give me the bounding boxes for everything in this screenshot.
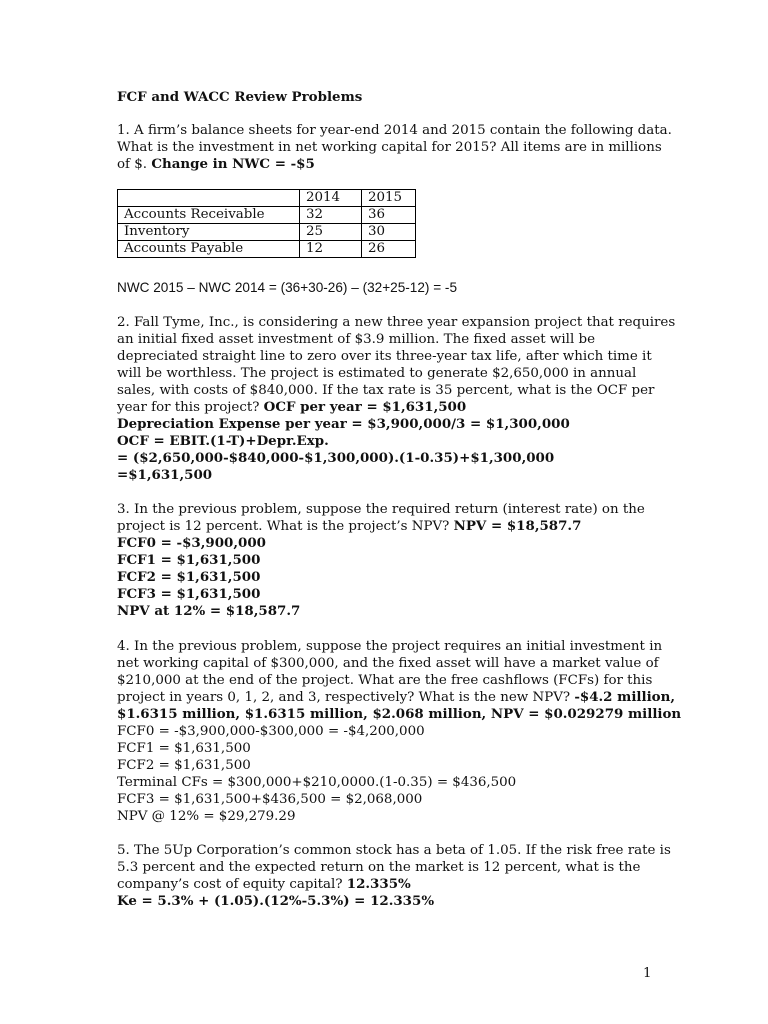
problem-3-npv: NPV at 12% = $18,587.7 [117, 603, 301, 619]
problem-3-fcf0: FCF0 = -$3,900,000 [117, 535, 266, 551]
problem-2-depreciation: Depreciation Expense per year = $3,900,000/3 = $1,300,000 [117, 416, 570, 432]
table-cell: Accounts Receivable [118, 207, 300, 224]
problem-2-text: year for this project? [117, 400, 264, 415]
table-cell: 32 [300, 207, 362, 224]
problem-4-line-3: $210,000 at the end of the project. What are the free cashflows (FCFs) for this [117, 673, 653, 688]
problem-1-text: of $. [117, 157, 152, 172]
problem-4-line-2: net working capital of $300,000, and the fixed asset will have a market value of [117, 656, 659, 671]
table-header-cell: 2015 [362, 190, 416, 207]
problem-2-ocf-formula: OCF = EBIT.(1-T)+Depr.Exp. [117, 433, 329, 449]
problem-1-line-2: What is the investment in net working capital for 2015? All items are in millions [117, 140, 662, 155]
problem-4-answer: -$4.2 million, [574, 689, 676, 705]
problem-2-line-3: depreciated straight line to zero over its three-year tax life, after which time it [117, 349, 652, 364]
problem-1-line-1: 1. A firm’s balance sheets for year-end 2014 and 2015 contain the following data. [117, 123, 672, 138]
problem-5-line-3 [117, 876, 411, 893]
problem-1-calculation: NWC 2015 – NWC 2014 = (36+30-26) – (32+25-12) = -5 [117, 280, 458, 295]
table-row [118, 224, 416, 241]
problem-4-line-4 [117, 689, 675, 706]
table-cell: 30 [362, 224, 416, 241]
problem-2-line-6 [117, 399, 466, 416]
table-row [118, 207, 416, 224]
problem-4-terminal-cfs: Terminal CFs = $300,000+$210,0000.(1-0.35) = $436,500 [117, 775, 517, 790]
problem-5-answer: 12.335% [346, 876, 411, 892]
problem-5-text: company’s cost of equity capital? [117, 877, 347, 892]
problem-3-line-1: 3. In the previous problem, suppose the required return (interest rate) on the [117, 502, 645, 517]
table-header-row [118, 190, 416, 207]
problem-3-fcf3: FCF3 = $1,631,500 [117, 586, 261, 602]
problem-1-answer: Change in NWC = -$5 [151, 156, 315, 172]
problem-3-fcf1: FCF1 = $1,631,500 [117, 552, 261, 568]
table-cell: Inventory [118, 224, 300, 241]
nwc-table [117, 189, 416, 258]
document-title: FCF and WACC Review Problems [117, 89, 363, 105]
problem-2-answer: OCF per year = $1,631,500 [263, 399, 467, 415]
problem-4-line-1: 4. In the previous problem, suppose the project requires an initial investment in [117, 639, 663, 654]
table-cell: 26 [362, 241, 416, 258]
table-cell: 36 [362, 207, 416, 224]
problem-2-line-2: an initial fixed asset investment of $3.9 million. The fixed asset will be [117, 332, 595, 347]
problem-2-ocf-calc: = ($2,650,000-$840,000-$1,300,000).(1-0.35)+$1,300,000 [117, 450, 555, 466]
problem-2-line-4: will be worthless. The project is estimated to generate $2,650,000 in annual [117, 366, 637, 381]
problem-5-line-2: 5.3 percent and the expected return on the market is 12 percent, what is the [117, 860, 641, 875]
problem-3-line-2 [117, 518, 581, 535]
problem-4-text: project in years 0, 1, 2, and 3, respectively? What is the new NPV? [117, 690, 575, 705]
problem-4-fcf3: FCF3 = $1,631,500+$436,500 = $2,068,000 [117, 792, 423, 807]
problem-2-line-5: sales, with costs of $840,000. If the tax rate is 35 percent, what is the OCF per [117, 383, 655, 398]
page-number: 1 [643, 966, 652, 981]
problem-5-ke-calc: Ke = 5.3% + (1.05).(12%-5.3%) = 12.335% [117, 893, 435, 909]
problem-4-npv: NPV @ 12% = $29,279.29 [117, 809, 296, 824]
problem-1-line-3 [117, 156, 315, 173]
problem-4-fcf1: FCF1 = $1,631,500 [117, 741, 251, 756]
table-cell: Accounts Payable [118, 241, 300, 258]
table-header-cell [118, 190, 300, 207]
problem-3-text: project is 12 percent. What is the project’s NPV? [117, 519, 454, 534]
problem-5-line-1: 5. The 5Up Corporation’s common stock has a beta of 1.05. If the risk free rate is [117, 843, 671, 858]
table-cell: 25 [300, 224, 362, 241]
problem-3-fcf2: FCF2 = $1,631,500 [117, 569, 261, 585]
problem-4-fcf0: FCF0 = -$3,900,000-$300,000 = -$4,200,000 [117, 724, 425, 739]
problem-2-ocf-result: =$1,631,500 [117, 467, 213, 483]
table-header-cell: 2014 [300, 190, 362, 207]
problem-4-answer-cont: $1.6315 million, $1.6315 million, $2.068 million, NPV = $0.029279 million [117, 706, 682, 722]
problem-3-answer: NPV = $18,587.7 [453, 518, 582, 534]
table-row [118, 241, 416, 258]
table-cell: 12 [300, 241, 362, 258]
problem-2-line-1: 2. Fall Tyme, Inc., is considering a new three year expansion project that requires [117, 315, 676, 330]
problem-4-fcf2: FCF2 = $1,631,500 [117, 758, 251, 773]
